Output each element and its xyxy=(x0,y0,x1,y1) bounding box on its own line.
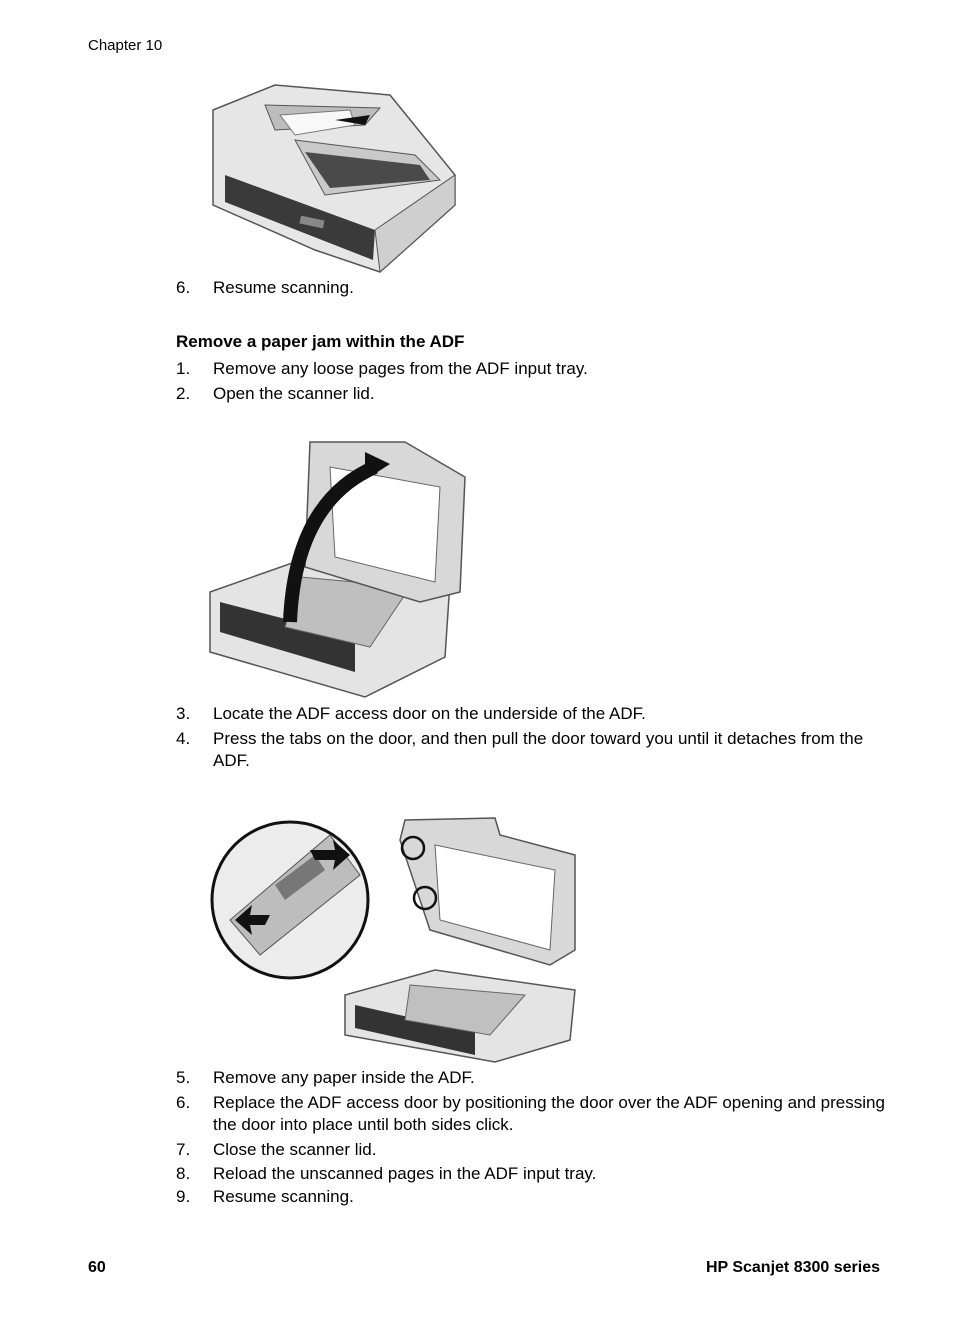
scanner-adf-illustration xyxy=(205,80,465,275)
page-number: 60 xyxy=(88,1259,106,1276)
adf-door-illustration xyxy=(205,800,590,1065)
chapter-label: Chapter 10 xyxy=(88,37,163,54)
open-lid-illustration xyxy=(205,432,470,700)
product-name: HP Scanjet 8300 series xyxy=(705,1259,880,1276)
section-heading: Remove a paper jam within the ADF xyxy=(176,332,465,351)
